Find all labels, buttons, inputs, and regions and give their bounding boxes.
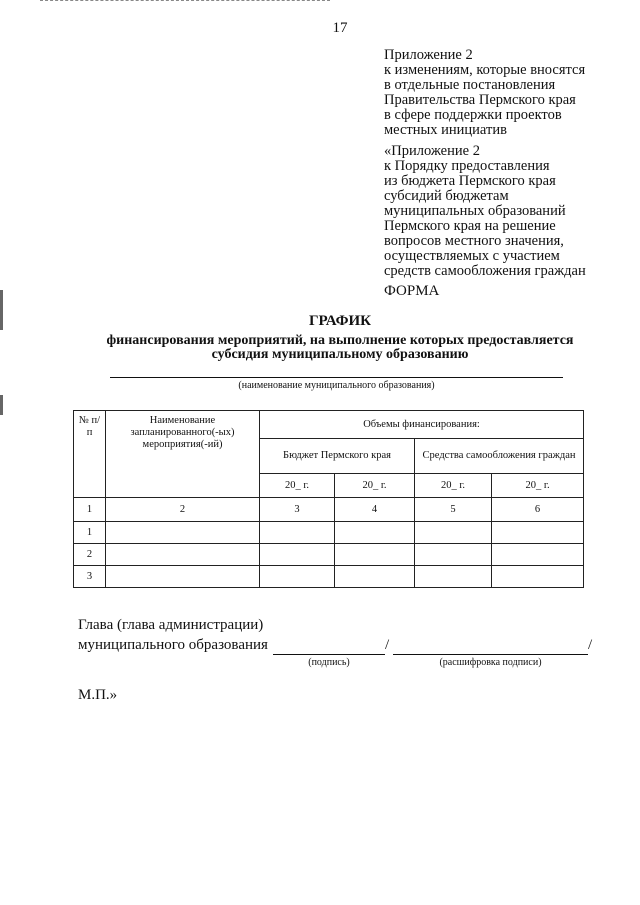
header-number: № п/п <box>74 411 106 498</box>
appendix-line: вопросов местного значения, <box>384 233 564 249</box>
page-number: 17 <box>332 20 348 36</box>
subtitle-line: субсидия муниципальному образованию <box>211 347 469 362</box>
signature-title-line1: Глава (глава администрации) <box>78 617 264 633</box>
appendix-line: местных инициатив <box>384 122 507 138</box>
column-number-cell: 1 <box>74 498 106 522</box>
signature-blank-line[interactable] <box>273 654 385 655</box>
signature-title-line2: муниципального образования <box>78 637 268 653</box>
financing-schedule-table <box>73 410 584 588</box>
table-cell[interactable] <box>260 522 335 544</box>
column-number-cell: 6 <box>492 498 584 522</box>
table-cell[interactable] <box>335 566 415 588</box>
appendix-block-amendments <box>384 48 585 138</box>
row-number-cell: 3 <box>74 566 106 588</box>
appendix-line: к Порядку предоставления <box>384 158 550 174</box>
signature-slash-end: / <box>588 637 593 653</box>
row-number-cell: 1 <box>74 522 106 544</box>
signature-slash: / <box>385 637 390 653</box>
appendix-line: из бюджета Пермского края <box>384 173 556 189</box>
appendix-line: в отдельные постановления <box>384 77 556 93</box>
signature-caption: (подпись) <box>308 657 350 668</box>
municipality-caption: (наименование муниципального образования) <box>238 380 435 391</box>
stamp-label: М.П.» <box>78 687 118 703</box>
column-number-cell: 4 <box>335 498 415 522</box>
appendix-line: к изменениям, которые вносятся <box>384 62 586 78</box>
header-self-taxation: Средства самообложения граждан <box>415 439 584 474</box>
table-cell[interactable] <box>415 544 492 566</box>
appendix-line: средств самообложения граждан <box>384 263 586 279</box>
appendix-line: осуществляемых с участием <box>384 248 560 264</box>
table-cell[interactable] <box>335 522 415 544</box>
appendix-line: Правительства Пермского края <box>384 92 576 108</box>
table-cell[interactable] <box>492 522 584 544</box>
column-number-row <box>74 498 584 522</box>
document-subtitle <box>40 334 640 362</box>
appendix-line: муниципальных образований <box>384 203 566 219</box>
appendix-line: Приложение 2 <box>384 47 473 63</box>
row-number-cell: 2 <box>74 544 106 566</box>
table-cell[interactable] <box>260 566 335 588</box>
signature-decoding-blank-line[interactable] <box>393 654 588 655</box>
form-label: ФОРМА <box>384 283 440 299</box>
appendix-line: «Приложение 2 <box>384 143 480 159</box>
year-cell: 20_ г. <box>415 474 492 498</box>
table-cell[interactable] <box>492 566 584 588</box>
document-title: ГРАФИК <box>308 313 372 329</box>
year-cell: 20_ г. <box>492 474 584 498</box>
table-cell[interactable] <box>335 544 415 566</box>
table-cell[interactable] <box>492 544 584 566</box>
column-number-cell: 5 <box>415 498 492 522</box>
year-cell: 20_ г. <box>260 474 335 498</box>
table-cell[interactable] <box>415 566 492 588</box>
column-number-cell: 2 <box>106 498 260 522</box>
appendix-line: в сфере поддержки проектов <box>384 107 562 123</box>
appendix-line: субсидий бюджетам <box>384 188 509 204</box>
table-row <box>74 566 584 588</box>
signature-decoding-caption: (расшифровка подписи) <box>439 657 542 668</box>
column-number-cell: 3 <box>260 498 335 522</box>
table-cell[interactable] <box>106 566 260 588</box>
table-cell[interactable] <box>415 522 492 544</box>
table-cell[interactable] <box>260 544 335 566</box>
table-cell[interactable] <box>106 544 260 566</box>
header-event-name: Наименование запланированного(-ых) мероприятия(-ий) <box>106 411 260 498</box>
table-cell[interactable] <box>106 522 260 544</box>
subtitle-line: финансирования мероприятий, на выполнение которых предоставляется <box>106 333 574 348</box>
scan-edge-mark <box>0 395 3 415</box>
municipality-blank-line <box>110 377 563 378</box>
scan-top-line <box>40 0 330 1</box>
appendix-line: Пермского края на решение <box>384 218 556 234</box>
appendix-block-procedure <box>384 144 586 279</box>
header-financing-volumes: Объемы финансирования: <box>260 411 584 439</box>
table-row <box>74 522 584 544</box>
header-regional-budget: Бюджет Пермского края <box>260 439 415 474</box>
year-cell: 20_ г. <box>335 474 415 498</box>
table-row <box>74 544 584 566</box>
